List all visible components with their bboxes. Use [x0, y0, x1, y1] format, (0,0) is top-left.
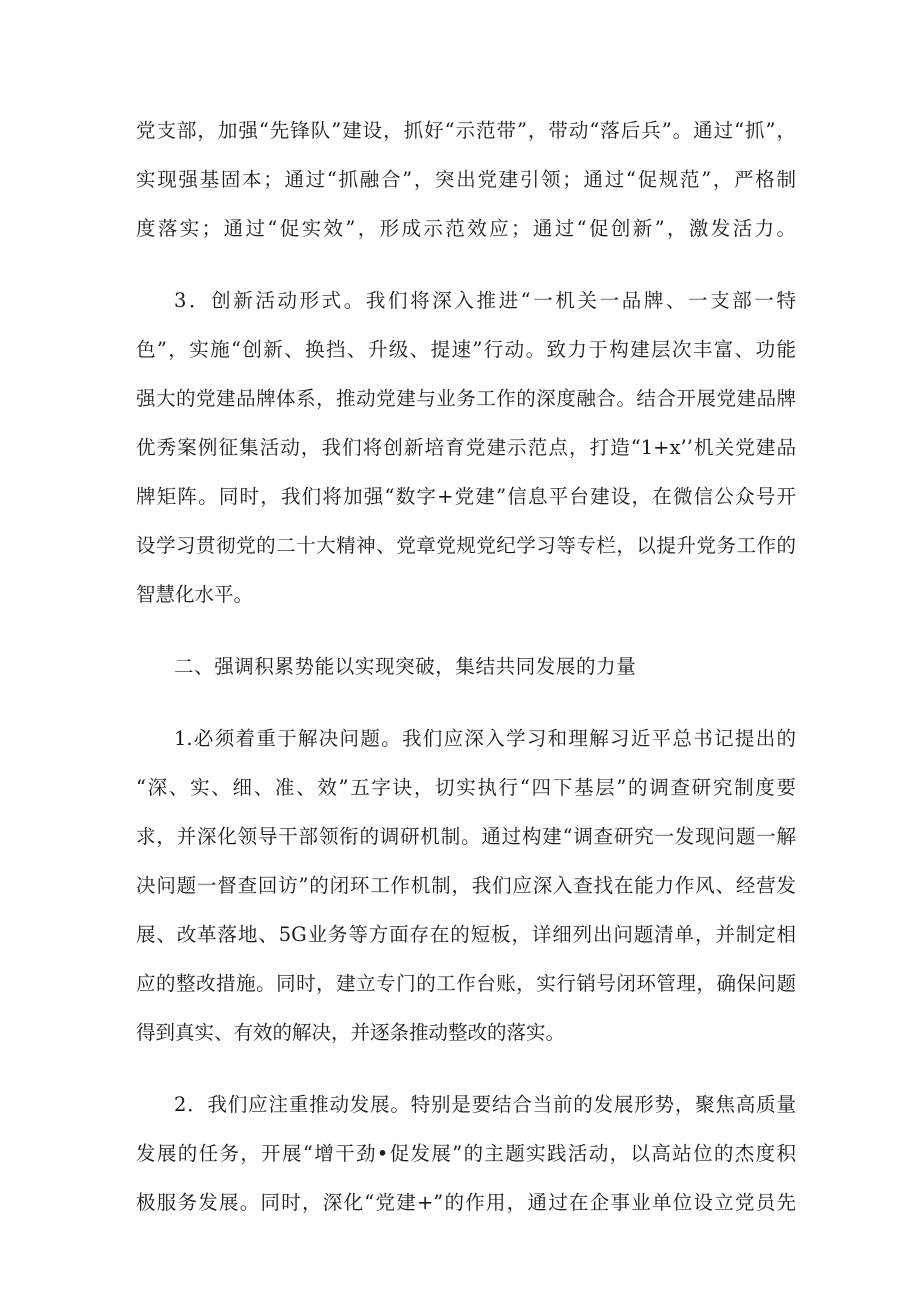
paragraph-line: 2．我们应注重推动发展。特别是要结合当前的发展形势，聚焦高质量 — [174, 1093, 796, 1116]
paragraph-line: 党支部，加强“先锋队”建设，抓好“示范带”，带动“落后兵”。通过“抓”， — [136, 119, 796, 142]
paragraph-line: 极服务发展。同时，深化“党建+”的作用，通过在企事业单位设立党员先 — [136, 1191, 796, 1214]
paragraph-line: 得到真实、有效的解决，并逐条推动整改的落实。 — [136, 1021, 566, 1044]
paragraph-line: 色”，实施“创新、换挡、升级、提速”行动。致力于构建层次丰富、功能 — [136, 338, 796, 361]
paragraph-line: 3．创新活动形式。我们将深入推进“一机关一品牌、一支部一特 — [174, 289, 796, 312]
paragraph-line: 求，并深化领导干部领衔的调研机制。通过构建“调查研究一发现问题一解 — [136, 825, 796, 848]
paragraph-line: 优秀案例征集活动，我们将创新培育党建示范点，打造“1+x’’机关党建品 — [136, 436, 796, 459]
paragraph-line: 应的整改措施。同时，建立专门的工作台账，实行销号闭环管理，确保问题 — [136, 972, 796, 995]
paragraph-line: 度落实；通过“促实效”，形成示范效应；通过“促创新”，激发活力。 — [136, 217, 796, 240]
paragraph-line: 决问题一督查回访”的闭环工作机制，我们应深入查找在能力作风、经营发 — [136, 874, 796, 897]
paragraph-line: 实现强基固本；通过“抓融合”，突出党建引领；通过“促规范”，严格制 — [136, 168, 796, 191]
paragraph-line: 展、改革落地、5G业务等方面存在的短板，详细列出问题清单，并制定相 — [136, 923, 796, 946]
paragraph-line: “深、实、细、准、效”五字诀，切实执行“四下基层”的调查研究制度要 — [136, 776, 796, 799]
paragraph-line: 强大的党建品牌体系，推动党建与业务工作的深度融合。结合开展党建品牌 — [136, 387, 796, 410]
paragraph-line: 设学习贯彻党的二十大精神、党章党规党纪学习等专栏，以提升党务工作的 — [136, 534, 796, 557]
paragraph-line: 智慧化水平。 — [136, 583, 254, 606]
paragraph-line: 牌矩阵。同时，我们将加强“数字+党建”信息平台建设，在微信公众号开 — [136, 485, 796, 508]
paragraph-line: 1.必须着重于解决问题。我们应深入学习和理解习近平总书记提出的 — [174, 727, 796, 750]
paragraph-line: 发展的任务，开展“增干劲•促发展”的主题实践活动，以高站位的杰度积 — [136, 1142, 796, 1165]
section-heading: 二、强调积累势能以实现突破，集结共同发展的力量 — [174, 655, 637, 678]
